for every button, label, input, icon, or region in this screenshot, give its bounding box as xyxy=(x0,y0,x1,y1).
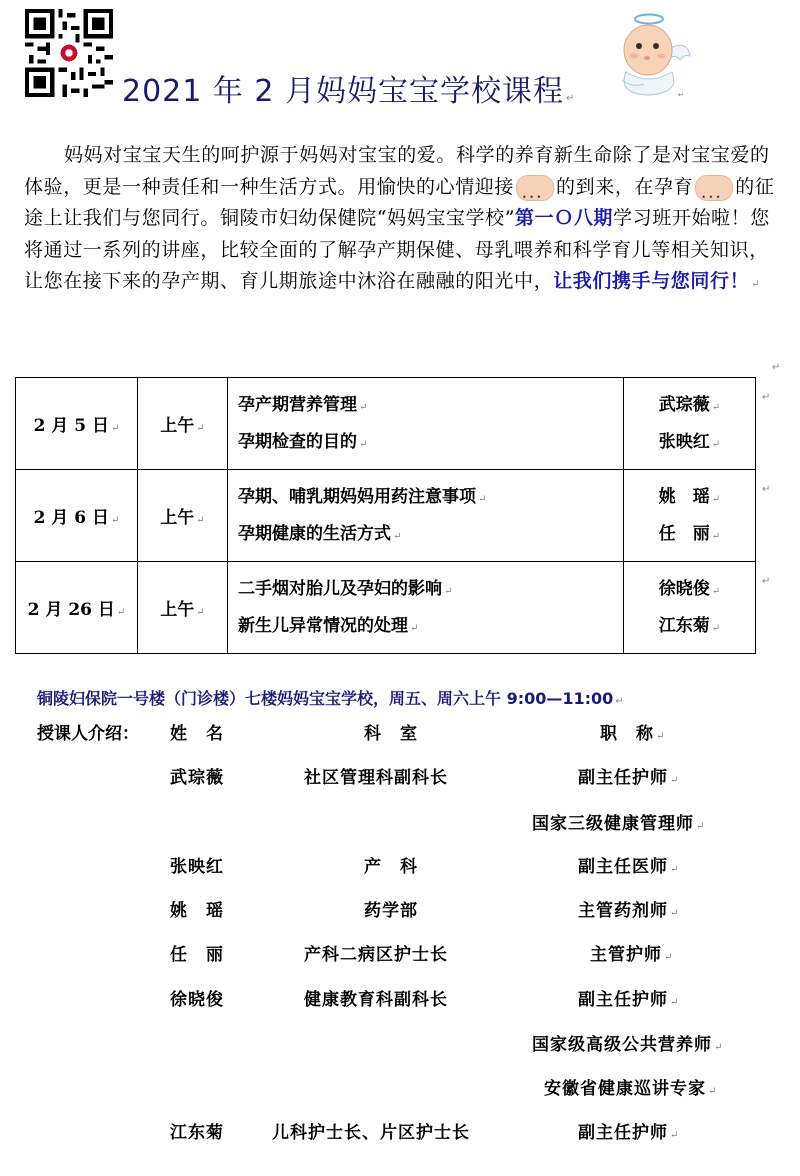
teacher-title: 副主任护师 ↵ xyxy=(578,1123,680,1143)
topic-cell: 二手烟对胎儿及孕妇的影响 ↵ 新生儿异常情况的处理 ↵ xyxy=(228,562,624,654)
date-cell: 2 月 26 日 ↵ xyxy=(16,562,138,654)
page-title: 2021 年 2 月妈妈宝宝学校课程 ↵ xyxy=(122,74,576,109)
paragraph-mark: ↵ xyxy=(762,576,771,587)
teacher-dept: 药学部 xyxy=(364,901,418,921)
paragraph-mark: ↵ xyxy=(762,484,771,495)
teacher-dept: 产科二病区护士长 xyxy=(304,945,448,965)
teacher-title: 副主任护师 ↵ xyxy=(578,990,680,1010)
teacher-dept: 儿科护士长、片区护士长 xyxy=(272,1123,470,1143)
qr-code-icon xyxy=(25,9,113,97)
teacher-name: 张映红 xyxy=(170,857,224,877)
table-row xyxy=(16,378,756,470)
baby-face-emoji-icon xyxy=(516,175,554,201)
teacher-name: 徐晓俊 xyxy=(170,990,224,1010)
teacher-title: 主管护师 ↵ xyxy=(590,945,674,965)
baby-angel-icon xyxy=(612,10,694,100)
topic-cell: 孕产期营养管理 ↵ 孕期检查的目的 ↵ xyxy=(228,378,624,470)
time-cell: 上午 ↵ xyxy=(138,562,228,654)
teacher-name: 任 丽 xyxy=(170,945,224,965)
teacher-cell: 姚 瑶 ↵ 任 丽 ↵ xyxy=(624,470,756,562)
intro-paragraph: 妈妈对宝宝天生的呵护源于妈妈对宝宝的爱。科学的养育新生命除了是对宝宝爱的体验，更是一种责任和一种生活方式。用愉快的心情迎接• • • 的到来，在孕育• • • 的征途上让我们与您同行。铜陵市妇幼保健院“妈妈宝宝学校”第一Ｏ八期学习班开始啦！您将通过一系列的讲座，比较全面的了解孕产期保健、母乳喂养和科学育儿等相关知识，让您在接下来的孕产期、育儿期旅途中沐浴在融融的阳光中，让我们携手与您同行！ ↵ xyxy=(24,140,784,301)
time-cell: 上午 ↵ xyxy=(138,470,228,562)
table-row xyxy=(16,562,756,654)
teacher-name: 江东菊 xyxy=(170,1123,224,1143)
topic-cell: 孕期、哺乳期妈妈用药注意事项 ↵ 孕期健康的生活方式 ↵ xyxy=(228,470,624,562)
teacher-title: 主管药剂师 ↵ xyxy=(578,901,680,921)
teacher-dept: 社区管理科副科长 xyxy=(304,768,448,788)
table-row xyxy=(16,470,756,562)
baby-face-emoji-icon xyxy=(695,175,733,201)
teacher-dept: 产 科 xyxy=(364,857,418,877)
schedule-table xyxy=(15,377,756,654)
teacher-title: 副主任医师 ↵ xyxy=(578,857,680,877)
teacher-intro-label: 授课人介绍： xyxy=(37,724,139,744)
teacher-dept: 健康教育科副科长 xyxy=(304,990,448,1010)
teacher-name: 武琮薇 xyxy=(170,768,224,788)
header-dept: 科 室 xyxy=(364,724,418,744)
header-name: 姓 名 xyxy=(170,724,224,744)
paragraph-mark: ↵ xyxy=(762,392,771,403)
teacher-title: 国家级高级公共营养师 ↵ xyxy=(532,1035,724,1055)
header-title: 职 称 ↵ xyxy=(600,724,666,744)
baby-caption-mark: ↵ xyxy=(678,91,684,99)
teacher-title: 安徽省健康巡讲专家 ↵ xyxy=(544,1079,718,1099)
teacher-name: 姚 瑶 xyxy=(170,901,224,921)
date-cell: 2 月 5 日 ↵ xyxy=(16,378,138,470)
teacher-title: 副主任护师 ↵ xyxy=(578,768,680,788)
teacher-cell: 徐晓俊 ↵ 江东菊 ↵ xyxy=(624,562,756,654)
teacher-cell: 武琮薇 ↵ 张映红 ↵ xyxy=(624,378,756,470)
paragraph-mark: ↵ xyxy=(772,362,781,373)
time-cell: 上午 ↵ xyxy=(138,378,228,470)
location-info: 铜陵妇保院一号楼（门诊楼）七楼妈妈宝宝学校，周五、周六上午 9:00—11:00 ↵ xyxy=(37,689,624,708)
teacher-title: 国家三级健康管理师 ↵ xyxy=(532,814,706,834)
date-cell: 2 月 6 日 ↵ xyxy=(16,470,138,562)
